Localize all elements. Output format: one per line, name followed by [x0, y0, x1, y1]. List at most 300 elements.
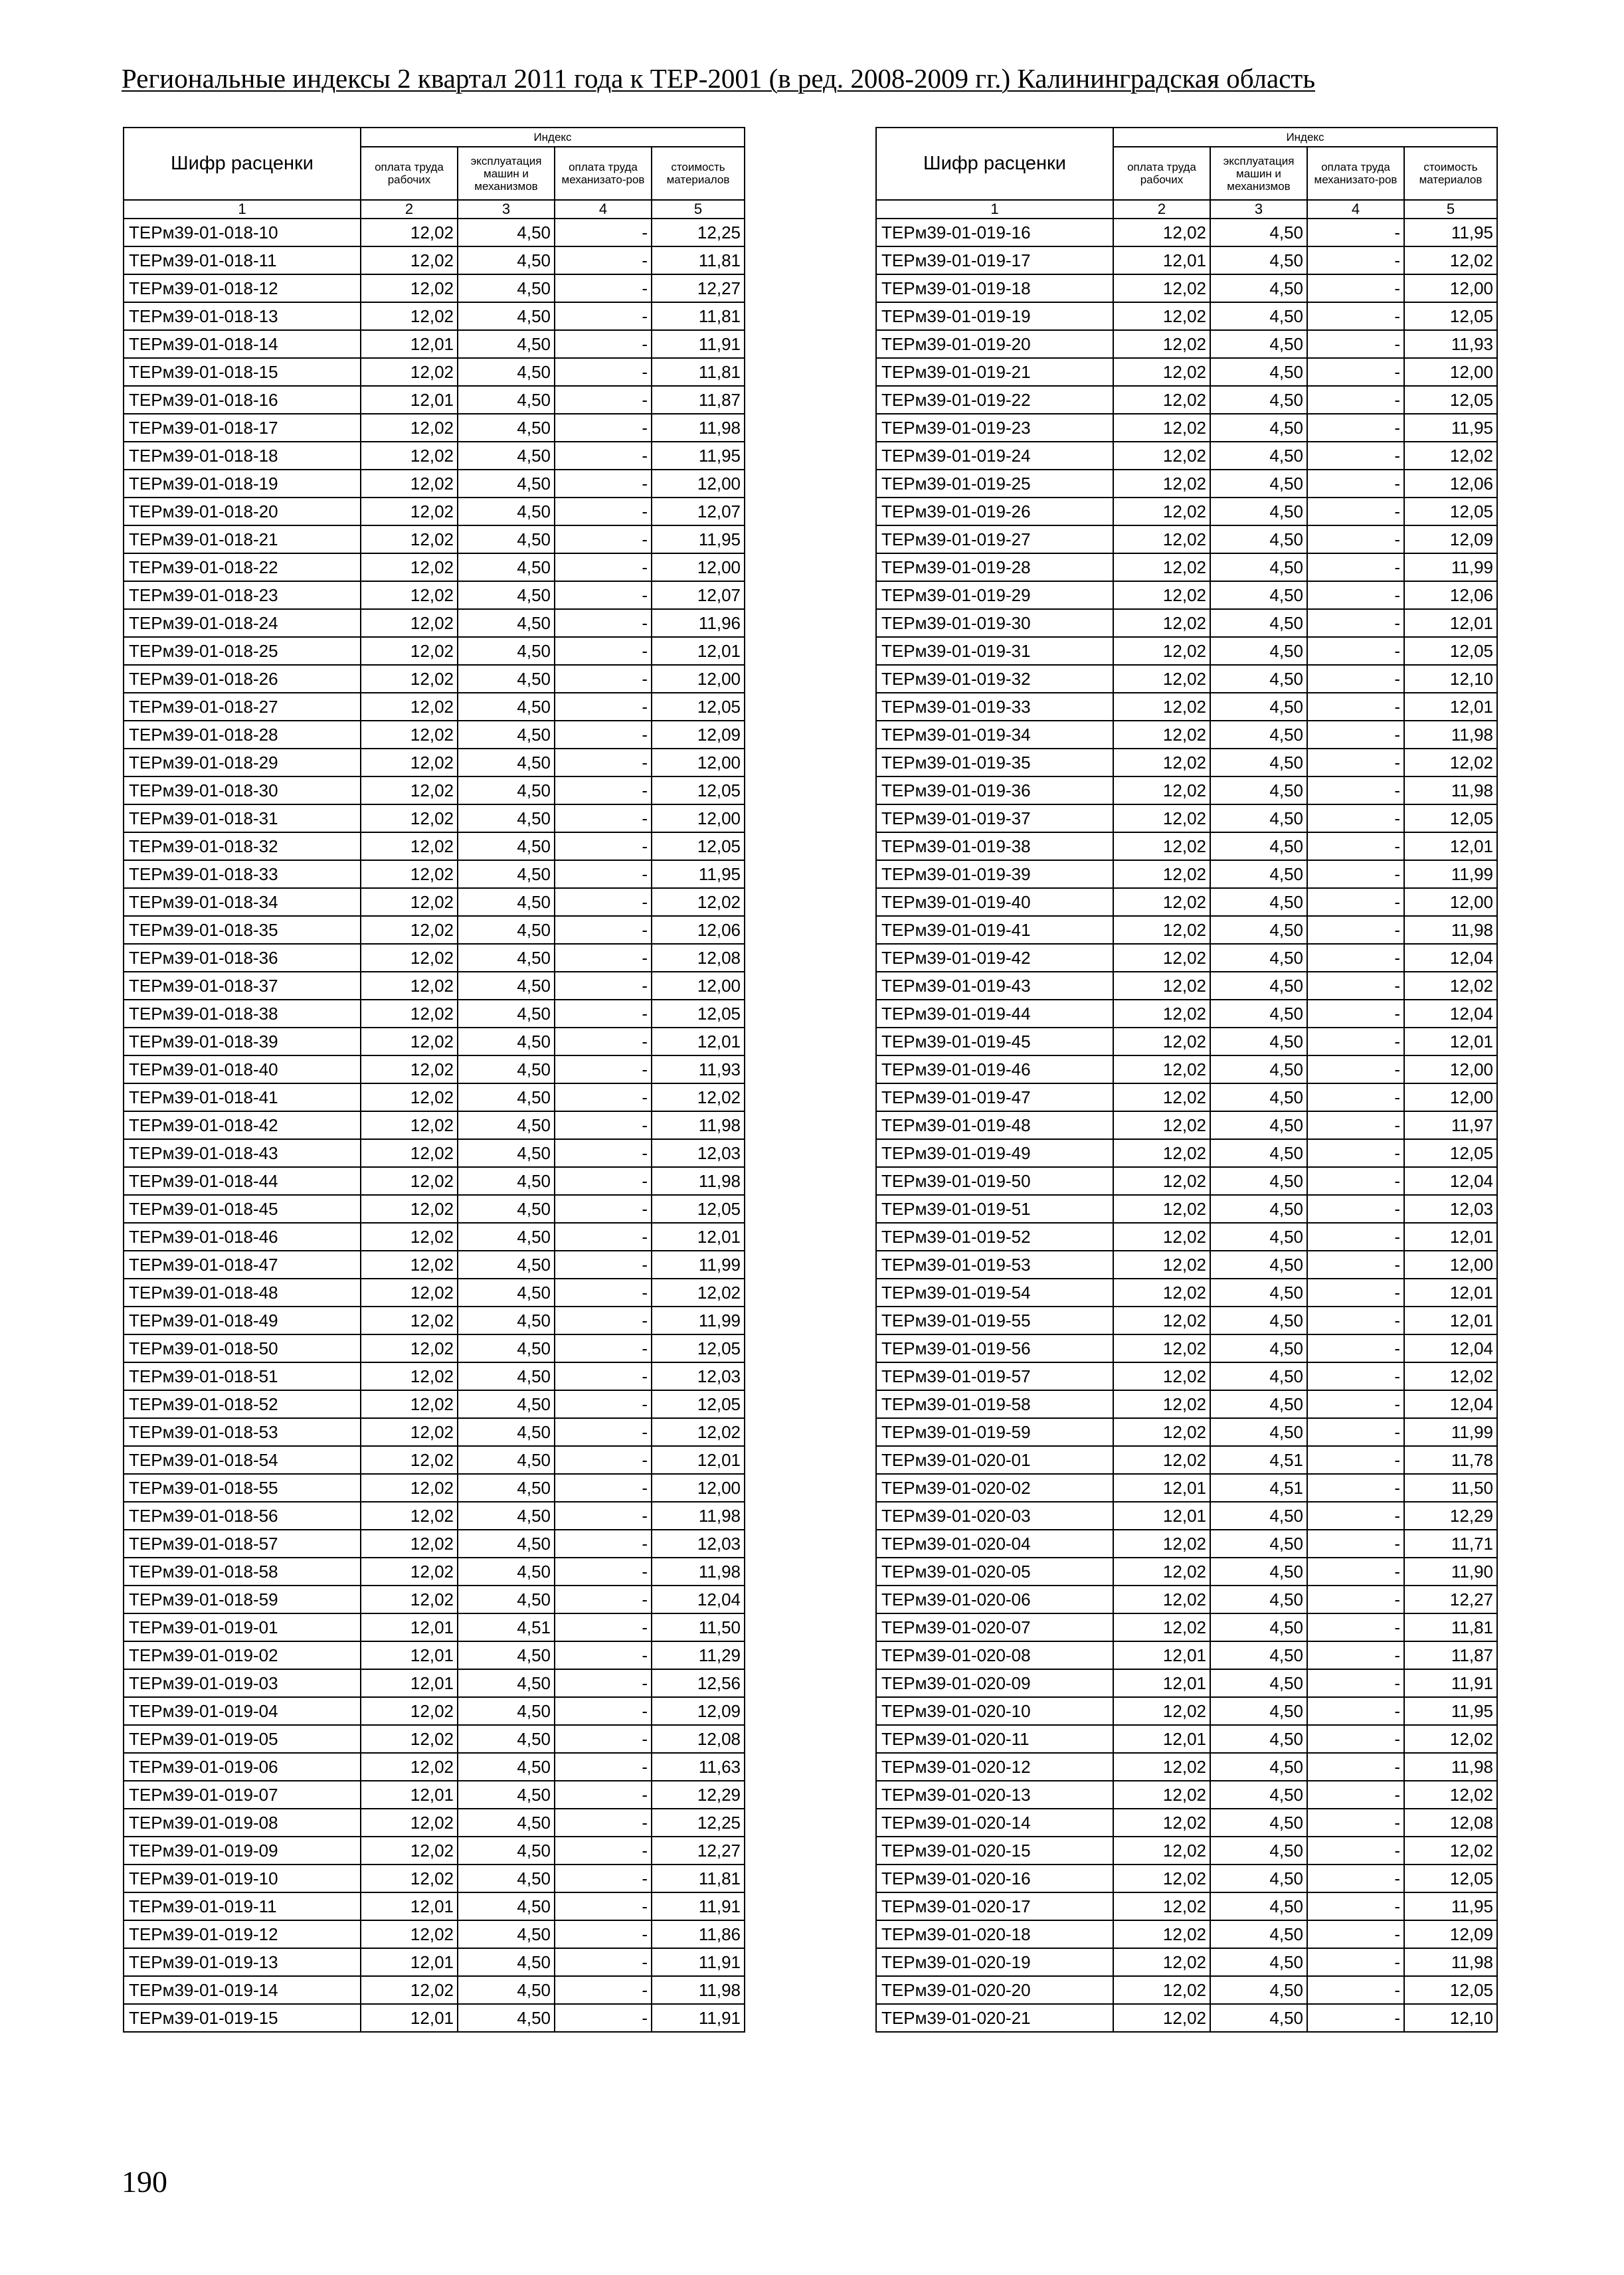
index-value-cell: 12,02	[1113, 665, 1210, 693]
index-value-cell: 12,02	[1113, 693, 1210, 721]
index-value-cell: 4,50	[1210, 219, 1307, 246]
index-table-right	[875, 127, 1498, 2033]
index-value-cell: 12,02	[1113, 1334, 1210, 1362]
table-row	[876, 1892, 1497, 1920]
index-value-cell: 12,05	[652, 1390, 745, 1418]
rate-code-cell: ТЕРм39-01-018-49	[124, 1307, 361, 1334]
index-value-cell: -	[555, 721, 652, 749]
table-row	[876, 470, 1497, 498]
rate-code-cell: ТЕРм39-01-019-15	[124, 2004, 361, 2032]
table-row	[124, 1028, 745, 1055]
table-row	[876, 776, 1497, 804]
index-value-cell: -	[1307, 1307, 1404, 1334]
table-row	[124, 470, 745, 498]
index-value-cell: 4,50	[458, 581, 555, 609]
index-value-cell: 4,50	[458, 358, 555, 386]
index-value-cell: 12,03	[1404, 1195, 1497, 1223]
index-value-cell: 11,78	[1404, 1446, 1497, 1474]
table-row	[876, 2004, 1497, 2032]
index-value-cell: -	[1307, 1279, 1404, 1307]
index-value-cell: -	[1307, 2004, 1404, 2032]
index-value-cell: -	[1307, 1055, 1404, 1083]
index-value-cell: 11,96	[652, 609, 745, 637]
index-value-cell: 12,02	[361, 665, 458, 693]
index-value-cell: 12,29	[1404, 1502, 1497, 1530]
index-value-cell: -	[1307, 274, 1404, 302]
index-value-cell: 12,02	[1113, 804, 1210, 832]
rate-code-cell: ТЕРм39-01-020-14	[876, 1809, 1113, 1837]
index-value-cell: 12,02	[361, 1725, 458, 1753]
index-value-cell: 11,95	[1404, 219, 1497, 246]
index-value-cell: 12,02	[652, 1083, 745, 1111]
rate-code-cell: ТЕРм39-01-019-35	[876, 749, 1113, 776]
index-value-cell: 12,02	[361, 442, 458, 470]
index-value-cell: 12,02	[1113, 1195, 1210, 1223]
index-value-cell: 4,50	[1210, 721, 1307, 749]
index-value-cell: -	[1307, 1920, 1404, 1948]
rate-code-cell: ТЕРм39-01-018-22	[124, 553, 361, 581]
table-row	[876, 1307, 1497, 1334]
rate-code-cell: ТЕРм39-01-018-26	[124, 665, 361, 693]
index-value-cell: 4,50	[1210, 2004, 1307, 2032]
index-value-cell: 4,50	[458, 1055, 555, 1083]
rate-code-cell: ТЕРм39-01-018-41	[124, 1083, 361, 1111]
rate-code-cell: ТЕРм39-01-020-20	[876, 1976, 1113, 2004]
index-value-cell: 4,50	[1210, 498, 1307, 525]
index-value-cell: 12,04	[652, 1586, 745, 1613]
index-value-cell: -	[1307, 1753, 1404, 1781]
table-row	[124, 1223, 745, 1251]
rate-code-cell: ТЕРм39-01-019-42	[876, 944, 1113, 972]
rate-code-cell: ТЕРм39-01-020-06	[876, 1586, 1113, 1613]
index-value-cell: 4,50	[1210, 1307, 1307, 1334]
index-value-cell: 4,50	[458, 637, 555, 665]
index-value-cell: 4,50	[458, 721, 555, 749]
table-row	[124, 1586, 745, 1613]
table-row	[876, 1920, 1497, 1948]
index-value-cell: 12,06	[652, 916, 745, 944]
table-row	[876, 274, 1497, 302]
table-row	[876, 1753, 1497, 1781]
index-value-cell: 4,50	[1210, 1055, 1307, 1083]
index-value-cell: 12,02	[1113, 1892, 1210, 1920]
table-row	[876, 832, 1497, 860]
rate-code-cell: ТЕРм39-01-019-43	[876, 972, 1113, 1000]
rate-code-cell: ТЕРм39-01-019-10	[124, 1865, 361, 1892]
index-value-cell: -	[555, 1083, 652, 1111]
table-row	[124, 1920, 745, 1948]
index-value-cell: 12,01	[1113, 1669, 1210, 1697]
rate-code-cell: ТЕРм39-01-019-59	[876, 1418, 1113, 1446]
index-value-cell: 11,98	[652, 414, 745, 442]
index-value-cell: 12,02	[1113, 1055, 1210, 1083]
index-value-cell: 4,50	[1210, 1111, 1307, 1139]
index-value-cell: -	[555, 358, 652, 386]
table-row	[124, 1837, 745, 1865]
index-value-cell: -	[1307, 1502, 1404, 1530]
index-value-cell: 4,50	[458, 1334, 555, 1362]
index-value-cell: 12,02	[1113, 916, 1210, 944]
rate-code-cell: ТЕРм39-01-018-39	[124, 1028, 361, 1055]
index-value-cell: 12,01	[361, 1781, 458, 1809]
index-value-cell: -	[1307, 1530, 1404, 1558]
table-row	[876, 749, 1497, 776]
index-value-cell: -	[555, 693, 652, 721]
index-value-cell: 4,50	[458, 1307, 555, 1334]
index-value-cell: 4,50	[458, 553, 555, 581]
index-value-cell: 11,81	[1404, 1613, 1497, 1641]
table-row	[124, 386, 745, 414]
index-value-cell: -	[1307, 1669, 1404, 1697]
index-value-cell: 12,05	[652, 832, 745, 860]
index-value-cell: 12,02	[361, 860, 458, 888]
index-value-cell: 12,02	[1113, 358, 1210, 386]
index-value-cell: 11,99	[1404, 860, 1497, 888]
index-value-cell: 12,02	[1113, 1028, 1210, 1055]
index-value-cell: 4,50	[458, 860, 555, 888]
index-value-cell: 12,05	[1404, 637, 1497, 665]
index-value-cell: 12,02	[361, 1809, 458, 1837]
index-value-cell: 4,50	[458, 1558, 555, 1586]
index-value-cell: 4,50	[458, 1502, 555, 1530]
index-value-cell: 4,50	[458, 1474, 555, 1502]
index-value-cell: 12,02	[1113, 274, 1210, 302]
index-value-cell: 11,97	[1404, 1111, 1497, 1139]
rate-code-cell: ТЕРм39-01-020-15	[876, 1837, 1113, 1865]
index-value-cell: 12,02	[361, 1251, 458, 1279]
rate-code-cell: ТЕРм39-01-019-27	[876, 525, 1113, 553]
index-value-cell: -	[1307, 1697, 1404, 1725]
table-row	[124, 1669, 745, 1697]
index-value-cell: 4,50	[458, 470, 555, 498]
table-row	[124, 414, 745, 442]
index-value-cell: -	[555, 637, 652, 665]
index-value-cell: 4,50	[458, 386, 555, 414]
table-row	[124, 972, 745, 1000]
rate-code-cell: ТЕРм39-01-020-02	[876, 1474, 1113, 1502]
rate-code-cell: ТЕРм39-01-018-24	[124, 609, 361, 637]
index-value-cell: 12,05	[1404, 498, 1497, 525]
index-value-cell: 12,02	[1113, 1307, 1210, 1334]
rate-code-cell: ТЕРм39-01-020-04	[876, 1530, 1113, 1558]
index-value-cell: 12,02	[1113, 860, 1210, 888]
table-row	[124, 498, 745, 525]
rate-code-cell: ТЕРм39-01-018-52	[124, 1390, 361, 1418]
index-value-cell: 12,02	[361, 1502, 458, 1530]
column-header-machines: эксплуатация машин и механизмов	[458, 147, 555, 200]
table-row	[124, 888, 745, 916]
index-value-cell: -	[555, 1697, 652, 1725]
rate-code-cell: ТЕРм39-01-018-18	[124, 442, 361, 470]
rate-code-cell: ТЕРм39-01-019-51	[876, 1195, 1113, 1223]
index-value-cell: -	[555, 330, 652, 358]
index-value-cell: 4,50	[458, 442, 555, 470]
table-row	[124, 1558, 745, 1586]
rate-code-cell: ТЕРм39-01-018-20	[124, 498, 361, 525]
rate-code-cell: ТЕРм39-01-018-27	[124, 693, 361, 721]
index-value-cell: 4,50	[458, 302, 555, 330]
index-value-cell: 11,91	[652, 330, 745, 358]
index-value-cell: 12,02	[1113, 1613, 1210, 1641]
index-value-cell: 12,04	[1404, 1167, 1497, 1195]
index-value-cell: 11,98	[652, 1167, 745, 1195]
table-row	[876, 888, 1497, 916]
index-value-cell: 12,02	[1404, 1837, 1497, 1865]
table-row	[124, 330, 745, 358]
index-value-cell: -	[555, 1390, 652, 1418]
table-row	[876, 1697, 1497, 1725]
index-value-cell: 4,50	[1210, 581, 1307, 609]
index-value-cell: -	[1307, 1865, 1404, 1892]
rate-code-cell: ТЕРм39-01-018-14	[124, 330, 361, 358]
rate-code-cell: ТЕРм39-01-019-25	[876, 470, 1113, 498]
index-value-cell: 12,05	[652, 1195, 745, 1223]
index-value-cell: 12,02	[361, 1195, 458, 1223]
table-body-left	[124, 219, 745, 2032]
table-row	[124, 1530, 745, 1558]
index-value-cell: 12,02	[1113, 1753, 1210, 1781]
index-value-cell: 4,50	[458, 1279, 555, 1307]
index-value-cell: 4,50	[1210, 637, 1307, 665]
table-row	[124, 1279, 745, 1307]
rate-code-cell: ТЕРм39-01-020-17	[876, 1892, 1113, 1920]
index-value-cell: 12,09	[1404, 1920, 1497, 1948]
index-value-cell: -	[1307, 1446, 1404, 1474]
index-value-cell: 4,50	[458, 749, 555, 776]
rate-code-cell: ТЕРм39-01-019-37	[876, 804, 1113, 832]
index-value-cell: 12,02	[361, 721, 458, 749]
index-value-cell: 12,02	[1113, 776, 1210, 804]
index-value-cell: 4,50	[458, 888, 555, 916]
index-value-cell: 4,50	[1210, 1753, 1307, 1781]
index-value-cell: -	[1307, 246, 1404, 274]
index-value-cell: 12,01	[1404, 1223, 1497, 1251]
rate-code-cell: ТЕРм39-01-019-41	[876, 916, 1113, 944]
rate-code-cell: ТЕРм39-01-018-44	[124, 1167, 361, 1195]
index-value-cell: 12,02	[1113, 749, 1210, 776]
table-row	[124, 832, 745, 860]
index-value-cell: 12,02	[1113, 1558, 1210, 1586]
rate-code-cell: ТЕРм39-01-019-08	[124, 1809, 361, 1837]
index-value-cell: 12,01	[1113, 246, 1210, 274]
index-value-cell: 12,00	[1404, 274, 1497, 302]
index-value-cell: 12,01	[1404, 609, 1497, 637]
rate-code-cell: ТЕРм39-01-018-43	[124, 1139, 361, 1167]
table-row	[876, 1613, 1497, 1641]
index-value-cell: 11,63	[652, 1753, 745, 1781]
index-value-cell: -	[555, 1586, 652, 1613]
index-value-cell: 4,50	[1210, 1781, 1307, 1809]
index-value-cell: 4,50	[458, 1948, 555, 1976]
index-value-cell: 12,02	[1113, 1697, 1210, 1725]
rate-code-cell: ТЕРм39-01-018-47	[124, 1251, 361, 1279]
table-row	[124, 1502, 745, 1530]
index-value-cell: -	[555, 1892, 652, 1920]
index-value-cell: 4,50	[1210, 358, 1307, 386]
index-value-cell: 4,50	[458, 1920, 555, 1948]
column-header-code: Шифр расценки	[876, 128, 1113, 200]
rate-code-cell: ТЕРм39-01-019-03	[124, 1669, 361, 1697]
rate-code-cell: ТЕРм39-01-020-18	[876, 1920, 1113, 1948]
index-value-cell: -	[555, 1976, 652, 2004]
index-value-cell: 12,02	[361, 1334, 458, 1362]
index-value-cell: 4,50	[458, 1781, 555, 1809]
index-value-cell: 12,07	[652, 581, 745, 609]
index-value-cell: 4,50	[458, 1028, 555, 1055]
index-value-cell: 12,01	[652, 1446, 745, 1474]
rate-code-cell: ТЕРм39-01-020-09	[876, 1669, 1113, 1697]
index-value-cell: 12,02	[361, 1028, 458, 1055]
table-row	[124, 1781, 745, 1809]
index-value-cell: 12,02	[1113, 2004, 1210, 2032]
rate-code-cell: ТЕРм39-01-020-11	[876, 1725, 1113, 1753]
table-row	[124, 776, 745, 804]
index-value-cell: 12,09	[652, 721, 745, 749]
index-value-cell: 12,25	[652, 219, 745, 246]
index-value-cell: 12,08	[1404, 1809, 1497, 1837]
table-row	[876, 1028, 1497, 1055]
index-value-cell: 12,02	[1113, 1390, 1210, 1418]
index-value-cell: 12,25	[652, 1809, 745, 1837]
index-value-cell: 12,02	[1404, 246, 1497, 274]
index-value-cell: 4,50	[1210, 1251, 1307, 1279]
index-value-cell: 12,00	[652, 553, 745, 581]
index-value-cell: 12,02	[1113, 553, 1210, 581]
column-number: 5	[1404, 200, 1497, 219]
index-value-cell: 12,05	[1404, 1976, 1497, 2004]
index-value-cell: 4,50	[1210, 302, 1307, 330]
rate-code-cell: ТЕРм39-01-020-01	[876, 1446, 1113, 1474]
table-row	[124, 1865, 745, 1892]
rate-code-cell: ТЕРм39-01-018-54	[124, 1446, 361, 1474]
index-value-cell: 4,51	[1210, 1474, 1307, 1502]
index-value-cell: -	[555, 804, 652, 832]
index-value-cell: -	[1307, 1167, 1404, 1195]
index-value-cell: 11,81	[652, 302, 745, 330]
index-value-cell: 11,98	[652, 1558, 745, 1586]
index-value-cell: -	[555, 944, 652, 972]
index-value-cell: 11,81	[652, 1865, 745, 1892]
index-value-cell: 12,02	[361, 274, 458, 302]
index-value-cell: -	[555, 1195, 652, 1223]
index-value-cell: 12,01	[1404, 1028, 1497, 1055]
index-value-cell: 11,98	[652, 1502, 745, 1530]
table-row	[124, 246, 745, 274]
column-header-labor: оплата труда рабочих	[361, 147, 458, 200]
table-row	[876, 916, 1497, 944]
table-row	[876, 693, 1497, 721]
index-value-cell: 12,00	[1404, 888, 1497, 916]
index-value-cell: 11,98	[1404, 721, 1497, 749]
rate-code-cell: ТЕРм39-01-019-29	[876, 581, 1113, 609]
index-value-cell: 4,50	[1210, 1920, 1307, 1948]
index-value-cell: 4,50	[458, 1223, 555, 1251]
index-value-cell: 12,01	[361, 330, 458, 358]
table-row	[876, 1586, 1497, 1613]
index-value-cell: 4,50	[458, 1530, 555, 1558]
index-value-cell: 4,50	[1210, 1139, 1307, 1167]
index-value-cell: 4,50	[458, 1586, 555, 1613]
index-value-cell: 12,01	[361, 1669, 458, 1697]
table-row	[124, 2004, 745, 2032]
rate-code-cell: ТЕРм39-01-019-01	[124, 1613, 361, 1641]
index-value-cell: 11,86	[652, 1920, 745, 1948]
index-value-cell: 12,02	[1404, 972, 1497, 1000]
index-value-cell: 4,50	[1210, 414, 1307, 442]
index-value-cell: -	[555, 1418, 652, 1446]
index-value-cell: 11,50	[1404, 1474, 1497, 1502]
index-value-cell: 4,50	[458, 219, 555, 246]
index-value-cell: -	[555, 1948, 652, 1976]
index-value-cell: -	[555, 1446, 652, 1474]
index-value-cell: 12,02	[361, 1586, 458, 1613]
rate-code-cell: ТЕРм39-01-019-58	[876, 1390, 1113, 1418]
table-row	[124, 804, 745, 832]
rate-code-cell: ТЕРм39-01-019-45	[876, 1028, 1113, 1055]
index-value-cell: 4,50	[458, 1167, 555, 1195]
index-value-cell: 12,01	[652, 637, 745, 665]
index-value-cell: 4,50	[458, 776, 555, 804]
table-row	[876, 553, 1497, 581]
index-value-cell: 12,05	[652, 776, 745, 804]
index-value-cell: -	[1307, 609, 1404, 637]
rate-code-cell: ТЕРм39-01-018-36	[124, 944, 361, 972]
rate-code-cell: ТЕРм39-01-019-12	[124, 1920, 361, 1948]
table-row	[124, 693, 745, 721]
index-value-cell: 4,50	[458, 1753, 555, 1781]
index-value-cell: 12,00	[652, 665, 745, 693]
index-value-cell: 12,02	[1113, 219, 1210, 246]
index-value-cell: -	[1307, 832, 1404, 860]
index-value-cell: 12,02	[1113, 1167, 1210, 1195]
index-value-cell: -	[1307, 1558, 1404, 1586]
table-row	[124, 637, 745, 665]
table-row	[124, 1251, 745, 1279]
index-value-cell: 12,01	[1113, 1641, 1210, 1669]
table-row	[124, 442, 745, 470]
index-value-cell: 12,10	[1404, 665, 1497, 693]
index-value-cell: 12,05	[652, 1000, 745, 1028]
index-value-cell: 12,56	[652, 1669, 745, 1697]
column-number: 1	[124, 200, 361, 219]
index-value-cell: 12,05	[1404, 386, 1497, 414]
table-row	[124, 553, 745, 581]
index-value-cell: 4,50	[458, 1976, 555, 2004]
index-value-cell: 12,02	[1113, 330, 1210, 358]
rate-code-cell: ТЕРм39-01-019-16	[876, 219, 1113, 246]
table-row	[876, 665, 1497, 693]
rate-code-cell: ТЕРм39-01-018-42	[124, 1111, 361, 1139]
index-value-cell: 4,50	[1210, 1892, 1307, 1920]
index-value-cell: 4,50	[458, 414, 555, 442]
index-value-cell: 12,02	[361, 776, 458, 804]
index-value-cell: 12,02	[1113, 1446, 1210, 1474]
index-value-cell: 11,98	[1404, 916, 1497, 944]
rate-code-cell: ТЕРм39-01-018-38	[124, 1000, 361, 1028]
index-value-cell: 4,50	[458, 525, 555, 553]
table-row	[124, 1418, 745, 1446]
table-row	[124, 1753, 745, 1781]
index-value-cell: -	[555, 1139, 652, 1167]
index-value-cell: 12,02	[1113, 972, 1210, 1000]
index-value-cell: -	[1307, 442, 1404, 470]
index-value-cell: -	[555, 498, 652, 525]
index-value-cell: 12,02	[1113, 1251, 1210, 1279]
index-value-cell: 4,50	[1210, 1028, 1307, 1055]
index-value-cell: 12,02	[361, 1976, 458, 2004]
index-value-cell: 12,02	[1113, 1809, 1210, 1837]
index-value-cell: 12,02	[361, 219, 458, 246]
